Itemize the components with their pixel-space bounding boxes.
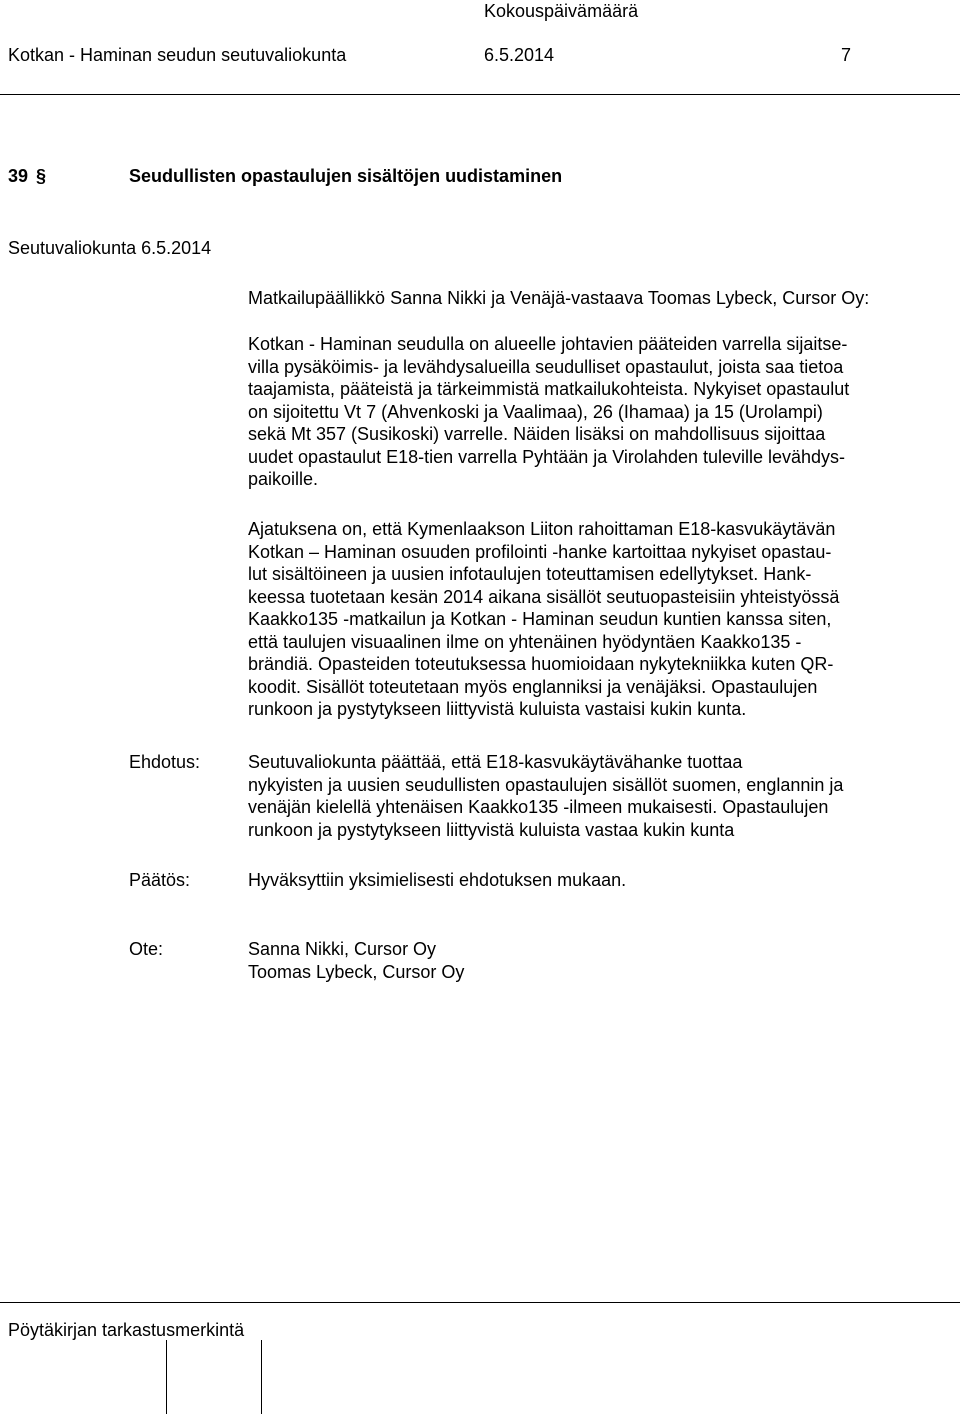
presenters-text: Matkailupäällikkö Sanna Nikki ja Venäjä-vastaava Toomas Lybeck, Cursor Oy:: [248, 288, 870, 308]
text-line: venäjän kielellä yhtenäisen Kaakko135 -ilmeen mukaisesti. Opastaulujen: [248, 797, 829, 817]
page-number: 7: [841, 45, 852, 65]
plan-paragraph: [248, 518, 960, 721]
recipient: Sanna Nikki, Cursor Oy: [248, 939, 437, 959]
excerpt-recipients: [248, 938, 960, 983]
text-line: taajamista, pääteistä ja tärkeimmistä matkailukohteista. Nykyiset opastaulut: [248, 379, 850, 399]
meeting-date: 6.5.2014: [484, 45, 555, 65]
document-type-label: Kokouspäivämäärä: [484, 1, 639, 21]
meeting-reference: Seutuvaliokunta 6.5.2014: [8, 238, 212, 258]
text-line: Kotkan – Haminan osuuden profilointi -hanke kartoittaa nykyiset opastau-: [248, 541, 832, 562]
text-line: nykyisten ja uusien seudullisten opastaulujen sisällöt suomen, englannin ja: [248, 774, 844, 795]
intro-paragraph: [248, 333, 960, 491]
text-line: Hyväksyttiin yksimielisesti ehdotuksen mukaan.: [248, 870, 627, 890]
text-line: Kotkan - Haminan seudulla on alueelle johtavien pääteiden varrella sijaitse-: [248, 334, 848, 354]
text-line: koodit. Sisällöt toteutetaan myös englanniksi ja venäjäksi. Opastaulujen: [248, 676, 818, 697]
decision-text: [248, 869, 960, 892]
decision-label: Päätös:: [129, 870, 191, 890]
proposal-label: Ehdotus:: [129, 752, 201, 772]
text-line: on sijoitettu Vt 7 (Ahvenkoski ja Vaalimaa), 26 (Ihamaa) ja 15 (Urolampi): [248, 401, 823, 422]
text-line: Kaakko135 -matkailun ja Kotkan - Haminan seudun kuntien kanssa siten,: [248, 609, 832, 629]
text-line: paikoille.: [248, 469, 319, 489]
text-line: että taulujen visuaalinen ilme on yhtenäinen hyödyntäen Kaakko135 -: [248, 631, 802, 652]
proposal-text: [248, 751, 960, 841]
section-symbol: §: [36, 166, 47, 186]
header-divider: [0, 94, 960, 95]
signature-field-divider: [261, 1340, 262, 1414]
text-line: runkoon ja pystytykseen liittyvistä kuluista vastaa kukin kunta: [248, 819, 735, 840]
section-title: Seudullisten opastaulujen sisältöjen uudistaminen: [129, 166, 563, 186]
footer-label: Pöytäkirjan tarkastusmerkintä: [8, 1320, 245, 1340]
signature-field-divider: [166, 1340, 167, 1414]
organization-name: Kotkan - Haminan seudun seutuvaliokunta: [8, 45, 347, 65]
excerpt-label: Ote:: [129, 939, 164, 959]
text-line: Seutuvaliokunta päättää, että E18-kasvukäytävähanke tuottaa: [248, 752, 743, 772]
presenters-line: [248, 287, 960, 310]
text-line: Ajatuksena on, että Kymenlaakson Liiton rahoittaman E18-kasvukäytävän: [248, 519, 836, 539]
text-line: uudet opastaulut E18-tien varrella Pyhtään ja Virolahden tuleville levähdys-: [248, 446, 846, 467]
text-line: sekä Mt 357 (Susikoski) varrelle. Näiden lisäksi on mahdollisuus sijoittaa: [248, 424, 826, 444]
recipient: Toomas Lybeck, Cursor Oy: [248, 961, 465, 982]
text-line: brändiä. Opasteiden toteutuksessa huomioidaan nykytekniikka kuten QR-: [248, 654, 834, 674]
text-line: keessa tuotetaan kesän 2014 aikana sisällöt seutuopasteisiin yhteistyössä: [248, 586, 840, 607]
text-line: lut sisältöineen ja uusien infotaulujen toteuttamisen edellytykset. Hank-: [248, 564, 812, 584]
text-line: runkoon ja pystytykseen liittyvistä kuluista vastaisi kukin kunta.: [248, 699, 747, 719]
section-number: 39: [8, 166, 29, 186]
text-line: villa pysäköimis- ja levähdysalueilla seudulliset opastaulut, joista saa tietoa: [248, 356, 844, 377]
